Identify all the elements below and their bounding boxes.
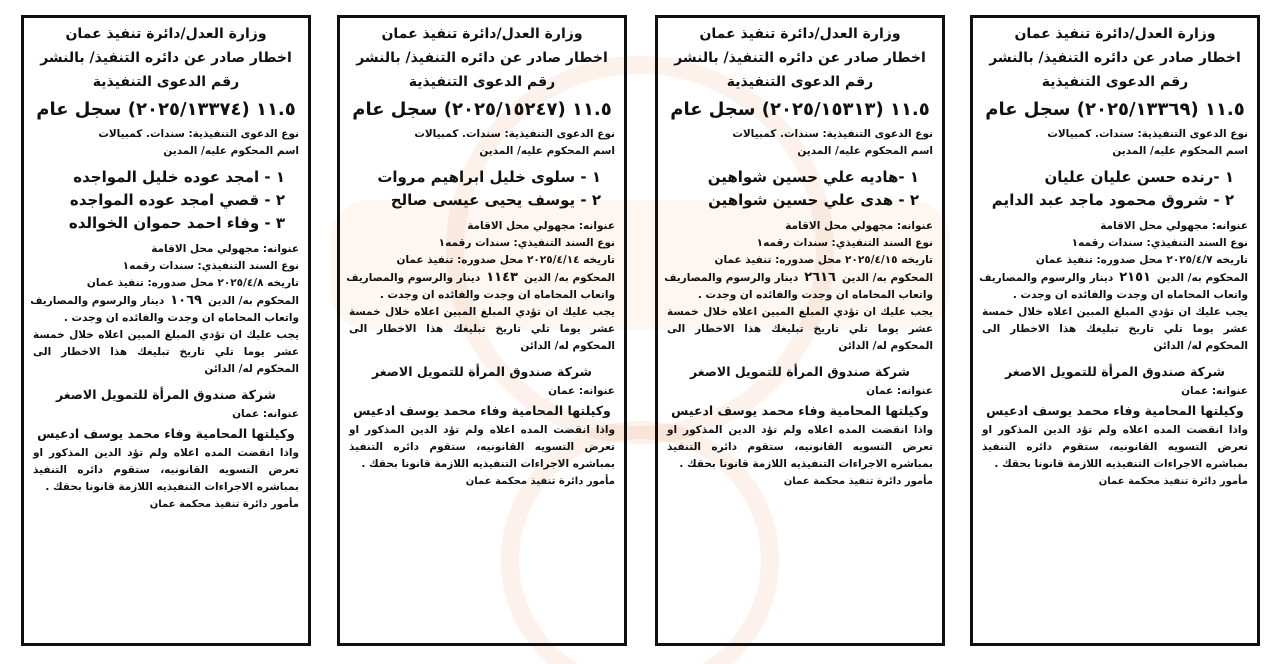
creditor-address: عنوانه: عمان (866, 385, 933, 397)
signature: مأمور دائرة تنفيذ محكمة عمان (783, 476, 933, 487)
debtor-name: ١ - امجد عوده خليل المواجده (73, 168, 285, 186)
debtor-name: ٢ - شروق محمود ماجد عبد الدايم (991, 191, 1234, 209)
fees-line: واتعاب المحاماه ان وجدت والفائده ان وجدت . (697, 289, 933, 301)
notice-4 (21, 15, 311, 646)
case-type: نوع الدعوى التنفيذية: سندات. كمبيالات (732, 128, 933, 140)
creditor-address: عنوانه: عمان (232, 408, 299, 420)
amount-value: ١١٤٣ (486, 270, 518, 285)
case-number: ١١.٥ (٢٠٢٥/١٣٣٧٤) سجل عام (36, 99, 296, 120)
notice-title: اخطار صادر عن دائره التنفيذ/ بالنشر (40, 50, 292, 66)
debtor-name: ١ -هاديه علي حسين شواهين (707, 168, 919, 186)
payment-text: يجب عليك ان تؤدي المبلغ المبين اعلاه خلال خمسة عشر يوما تلي تاريخ تبليغك هذا الاخطار الى المحكوم له/ الدائن (33, 329, 299, 375)
debtor-label: اسم المحكوم عليه/ المدين (163, 145, 299, 157)
document-type: نوع السند التنفيذي: سندات رقمه١ (122, 260, 299, 272)
debtor-address: عنوانه: مجهولي محل الاقامة (151, 243, 299, 255)
fees-line: واتعاب المحاماه ان وجدت والفائده ان وجدت . (63, 312, 299, 324)
warning-text: واذا انقضت المده اعلاه ولم تؤد الدين المذكور او تعرض التسويه القانونيه، ستقوم دائره التنفيذ بمباشره الاجراءات التنفيذيه اللازمة قانونا بحقك . (667, 424, 933, 470)
signature: مأمور دائرة تنفيذ محكمة عمان (465, 476, 615, 487)
creditor-name: شركة صندوق المرأة للتمويل الاصغر (690, 364, 910, 379)
case-label: رقم الدعوى التنفيذية (92, 74, 240, 90)
case-label: رقم الدعوى التنفيذية (408, 74, 556, 90)
amount-prefix: المحكوم به/ الدين (1157, 272, 1248, 284)
lawyer-name: وكيلتها المحامية وفاء محمد يوسف ادعيس (671, 403, 929, 418)
case-label: رقم الدعوى التنفيذية (1041, 74, 1189, 90)
amount-suffix: دينار والرسوم والمصاريف (664, 272, 799, 284)
amount-prefix: المحكوم به/ الدين (842, 272, 933, 284)
case-label: رقم الدعوى التنفيذية (726, 74, 874, 90)
lawyer-name: وكيلتها المحامية وفاء محمد يوسف ادعيس (986, 403, 1244, 418)
lawyer-name: وكيلتها المحامية وفاء محمد يوسف ادعيس (353, 403, 611, 418)
signature: مأمور دائرة تنفيذ محكمة عمان (1098, 476, 1248, 487)
debtor-label: اسم المحكوم عليه/ المدين (797, 145, 933, 157)
amount-suffix: دينار والرسوم والمصاريف (979, 272, 1114, 284)
ministry-heading: وزارة العدل/دائرة تنفيذ عمان (1014, 26, 1216, 42)
notice-3 (337, 15, 627, 646)
warning-text: واذا انقضت المده اعلاه ولم تؤد الدين المذكور او تعرض التسويه القانونيه، ستقوم دائره التنفيذ بمباشره الاجراءات التنفيذيه اللازمة قانونا بحقك . (33, 447, 299, 493)
notice-title: اخطار صادر عن دائره التنفيذ/ بالنشر (674, 50, 926, 66)
debtor-list (667, 166, 933, 212)
payment-text: يجب عليك ان تؤدي المبلغ المبين اعلاه خلال خمسة عشر يوما تلي تاريخ تبليغك هذا الاخطار الى المحكوم له/ الدائن (982, 306, 1248, 352)
amount-value: ١٠٦٩ (170, 293, 202, 308)
creditor-name: شركة صندوق المرأة للتمويل الاصغر (56, 387, 276, 402)
notice-title: اخطار صادر عن دائره التنفيذ/ بالنشر (989, 50, 1241, 66)
creditor-name: شركة صندوق المرأة للتمويل الاصغر (372, 364, 592, 379)
signature: مأمور دائرة تنفيذ محكمة عمان (149, 499, 299, 510)
amount-line (664, 269, 933, 287)
amount-prefix: المحكوم به/ الدين (524, 272, 615, 284)
amount-line (979, 269, 1248, 287)
debtor-list (982, 166, 1248, 212)
debtor-name: ٢ - هدى علي حسين شواهين (708, 191, 919, 209)
payment-text: يجب عليك ان تؤدي المبلغ المبين اعلاه خلال خمسة عشر يوما تلي تاريخ تبليغك هذا الاخطار الى المحكوم له/ الدائن (349, 306, 615, 352)
fees-line: واتعاب المحاماه ان وجدت والفائده ان وجدت . (1012, 289, 1248, 301)
debtor-name: ٢ - يوسف يحيى عيسى صالح (390, 191, 601, 209)
payment-text: يجب عليك ان تؤدي المبلغ المبين اعلاه خلال خمسة عشر يوما تلي تاريخ تبليغك هذا الاخطار الى المحكوم له/ الدائن (667, 306, 933, 352)
case-type: نوع الدعوى التنفيذية: سندات. كمبيالات (1047, 128, 1248, 140)
debtor-address: عنوانه: مجهولي محل الاقامة (467, 220, 615, 232)
creditor-address: عنوانه: عمان (548, 385, 615, 397)
amount-suffix: دينار والرسوم والمصاريف (30, 295, 165, 307)
notice-title: اخطار صادر عن دائره التنفيذ/ بالنشر (356, 50, 608, 66)
debtor-list (33, 166, 299, 235)
fees-line: واتعاب المحاماه ان وجدت والفائده ان وجدت . (379, 289, 615, 301)
amount-line (30, 292, 299, 310)
amount-prefix: المحكوم به/ الدين (208, 295, 299, 307)
document-type: نوع السند التنفيذي: سندات رقمه١ (1071, 237, 1248, 249)
lawyer-name: وكيلتها المحامية وفاء محمد يوسف ادعيس (37, 426, 295, 441)
document-date: تاريخه ٢٠٢٥/٤/١٥ محل صدوره: تنفيذ عمان (714, 254, 933, 266)
creditor-address: عنوانه: عمان (1181, 385, 1248, 397)
notice-1 (970, 15, 1260, 646)
document-date: تاريخه ٢٠٢٥/٤/٨ محل صدوره: تنفيذ عمان (86, 277, 299, 289)
debtor-label: اسم المحكوم عليه/ المدين (1112, 145, 1248, 157)
debtor-name: ١ -رنده حسن عليان عليان (1044, 168, 1234, 186)
ministry-heading: وزارة العدل/دائرة تنفيذ عمان (65, 26, 267, 42)
document-date: تاريخه ٢٠٢٥/٤/١٤ محل صدوره: تنفيذ عمان (396, 254, 615, 266)
document-type: نوع السند التنفيذي: سندات رقمه١ (438, 237, 615, 249)
debtor-name: ٢ - قصي امجد عوده المواجده (69, 191, 285, 209)
case-number: ١١.٥ (٢٠٢٥/١٥٣١٣) سجل عام (670, 99, 930, 120)
amount-value: ٢٦١٦ (804, 270, 836, 285)
case-type: نوع الدعوى التنفيذية: سندات. كمبيالات (414, 128, 615, 140)
case-type: نوع الدعوى التنفيذية: سندات. كمبيالات (98, 128, 299, 140)
amount-value: ٢١٥١ (1119, 270, 1151, 285)
notice-2 (655, 15, 945, 646)
document-type: نوع السند التنفيذي: سندات رقمه١ (756, 237, 933, 249)
debtor-list (349, 166, 615, 212)
ministry-heading: وزارة العدل/دائرة تنفيذ عمان (699, 26, 901, 42)
amount-suffix: دينار والرسوم والمصاريف (346, 272, 481, 284)
amount-line (346, 269, 615, 287)
debtor-name: ١ - سلوى خليل ابراهيم مروات (377, 168, 601, 186)
creditor-name: شركة صندوق المرأة للتمويل الاصغر (1005, 364, 1225, 379)
warning-text: واذا انقضت المده اعلاه ولم تؤد الدين المذكور او تعرض التسويه القانونيه، ستقوم دائره التنفيذ بمباشره الاجراءات التنفيذيه اللازمة قانونا بحقك . (349, 424, 615, 470)
document-date: تاريخه ٢٠٢٥/٤/٧ محل صدوره: تنفيذ عمان (1035, 254, 1248, 266)
debtor-label: اسم المحكوم عليه/ المدين (479, 145, 615, 157)
debtor-address: عنوانه: مجهولي محل الاقامة (1100, 220, 1248, 232)
debtor-address: عنوانه: مجهولي محل الاقامة (785, 220, 933, 232)
debtor-name: ٣ - وفاء احمد حموان الخوالده (68, 214, 285, 232)
warning-text: واذا انقضت المده اعلاه ولم تؤد الدين المذكور او تعرض التسويه القانونيه، ستقوم دائره التنفيذ بمباشره الاجراءات التنفيذيه اللازمة قانونا بحقك . (982, 424, 1248, 470)
case-number: ١١.٥ (٢٠٢٥/١٣٣٦٩) سجل عام (985, 99, 1245, 120)
case-number: ١١.٥ (٢٠٢٥/١٥٢٤٧) سجل عام (352, 99, 612, 120)
ministry-heading: وزارة العدل/دائرة تنفيذ عمان (381, 26, 583, 42)
